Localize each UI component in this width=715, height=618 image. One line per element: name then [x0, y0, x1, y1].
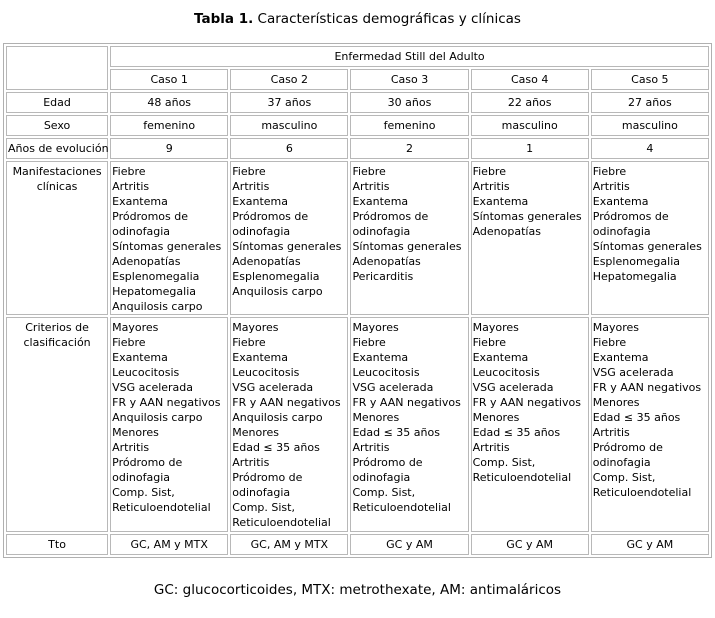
cell-line: odinofagia — [592, 225, 651, 238]
criterios-cell — [350, 317, 468, 532]
table-title-text: Características demográficas y clínicas — [257, 11, 521, 27]
criterios-cell — [110, 317, 228, 532]
cell-line: Fiebre — [232, 165, 266, 178]
row-label-line: Manifestaciones — [12, 165, 102, 178]
tto-cell: GC, AM y MTX — [230, 534, 348, 555]
tto-cell: GC y AM — [471, 534, 589, 555]
row-label-line: clínicas — [36, 180, 78, 193]
case-header-row — [6, 69, 709, 90]
cell-line: Exantema — [352, 351, 409, 364]
cell-line: Hepatomegalia — [112, 285, 196, 298]
cell-line: Reticuloendotelial — [112, 501, 211, 514]
manifestaciones-cell — [350, 161, 468, 315]
cell-line: Pródromos de — [232, 210, 309, 223]
cell-line: Síntomas generales — [472, 210, 582, 223]
cell-line: Artritis — [112, 180, 150, 193]
cell-line: Pródromos de — [352, 210, 429, 223]
cell-line: Menores — [232, 426, 280, 439]
evolucion-cell: 9 — [110, 138, 228, 159]
cell-line: Leucocitosis — [232, 366, 300, 379]
cell-line: Anquilosis carpo — [112, 300, 203, 313]
cell-line: odinofagia — [232, 225, 291, 238]
table-title-number: Tabla 1. — [194, 11, 254, 27]
cell-line: Mayores — [232, 321, 279, 334]
tto-row — [6, 534, 709, 555]
cell-line: Exantema — [232, 195, 288, 208]
manifestaciones-cell — [591, 161, 709, 315]
cell-line: Anquilosis carpo — [232, 285, 323, 298]
sexo-cell: femenino — [110, 115, 228, 136]
cell-line: Fiebre — [472, 336, 506, 349]
row-label-line: Criterios de — [25, 321, 89, 334]
cell-line: Mayores — [592, 321, 640, 334]
cell-line: Adenopatías — [472, 225, 541, 238]
criterios-cell — [471, 317, 589, 532]
row-label-edad: Edad — [6, 92, 108, 113]
cell-line: FR y AAN negativos — [232, 396, 341, 409]
cell-line: Fiebre — [232, 336, 266, 349]
cell-line: Leucocitosis — [352, 366, 420, 379]
cell-line: Adenopatías — [112, 255, 181, 268]
edad-cell: 48 años — [110, 92, 228, 113]
cell-line: VSG acelerada — [232, 381, 314, 394]
evolucion-cell: 2 — [350, 138, 468, 159]
cell-line: Esplenomegalia — [232, 270, 320, 283]
criterios-row — [6, 317, 709, 532]
cell-line: Artritis — [232, 180, 270, 193]
cell-line: Reticuloendotelial — [472, 471, 572, 484]
edad-cell: 27 años — [591, 92, 709, 113]
cell-line: Esplenomegalia — [112, 270, 200, 283]
cell-line: VSG acelerada — [592, 366, 674, 379]
cell-line: Pródromo de — [352, 456, 423, 469]
cell-line: Menores — [352, 411, 400, 424]
cell-line: Edad ≤ 35 años — [352, 426, 440, 439]
tto-cell: GC, AM y MTX — [110, 534, 228, 555]
cell-line: Comp. Sist, — [472, 456, 536, 469]
case-header: Caso 1 — [110, 69, 228, 90]
edad-row — [6, 92, 709, 113]
cell-line: Exantema — [472, 195, 529, 208]
cell-line: odinofagia — [592, 456, 651, 469]
case-header: Caso 3 — [350, 69, 468, 90]
cell-line: Mayores — [352, 321, 399, 334]
cell-line: Edad ≤ 35 años — [472, 426, 561, 439]
cell-line: Mayores — [112, 321, 159, 334]
cell-line: Exantema — [112, 195, 168, 208]
cell-line: FR y AAN negativos — [592, 381, 702, 394]
case-header: Caso 5 — [591, 69, 709, 90]
sexo-cell: masculino — [471, 115, 589, 136]
sexo-cell: masculino — [591, 115, 709, 136]
criterios-cell — [591, 317, 709, 532]
table-title — [0, 11, 715, 27]
evolucion-cell: 4 — [591, 138, 709, 159]
case-header: Caso 4 — [471, 69, 589, 90]
cell-line: Reticuloendotelial — [592, 486, 692, 499]
case-header: Caso 2 — [230, 69, 348, 90]
cell-line: Pródromos de — [112, 210, 188, 223]
cell-line: Artritis — [472, 441, 510, 454]
criterios-cell — [230, 317, 348, 532]
cell-line: odinofagia — [232, 486, 291, 499]
manifestaciones-cell — [230, 161, 348, 315]
cell-line: Edad ≤ 35 años — [232, 441, 320, 454]
evolucion-cell: 6 — [230, 138, 348, 159]
cell-line: Pródromo de — [592, 441, 663, 454]
row-label-criterios — [6, 317, 108, 532]
cell-line: Artritis — [352, 180, 390, 193]
cell-line: Menores — [592, 396, 640, 409]
cell-line: Comp. Sist, — [112, 486, 175, 499]
cell-line: Pericarditis — [352, 270, 414, 283]
sexo-cell: femenino — [350, 115, 468, 136]
footnote: GC: glucocorticoides, MTX: metrothexate, AM: antimaláricos — [153, 582, 562, 598]
cell-line: Artritis — [232, 456, 270, 469]
cell-line: Comp. Sist, — [352, 486, 416, 499]
cell-line: Comp. Sist, — [232, 501, 295, 514]
cell-line: Exantema — [592, 351, 649, 364]
cell-line: FR y AAN negativos — [352, 396, 461, 409]
cell-line: Anquilosis carpo — [232, 411, 323, 424]
cell-line: Fiebre — [112, 165, 146, 178]
demographics-table — [3, 43, 712, 558]
cell-line: Artritis — [592, 426, 630, 439]
edad-cell: 22 años — [471, 92, 589, 113]
row-label-line: clasificación — [23, 336, 91, 349]
cell-line: Comp. Sist, — [592, 471, 656, 484]
cell-line: Exantema — [472, 351, 529, 364]
row-label-sexo: Sexo — [6, 115, 108, 136]
cell-line: VSG acelerada — [472, 381, 554, 394]
group-header: Enfermedad Still del Adulto — [110, 46, 709, 67]
cell-line: Síntomas generales — [112, 240, 222, 253]
cell-line: Fiebre — [592, 336, 627, 349]
cell-line: Anquilosis carpo — [112, 411, 203, 424]
evolucion-cell: 1 — [471, 138, 589, 159]
cell-line: Menores — [112, 426, 159, 439]
cell-line: Artritis — [472, 180, 510, 193]
cell-line: Menores — [472, 411, 520, 424]
cell-line: Síntomas generales — [232, 240, 342, 253]
row-label-evolucion: Años de evolución — [6, 138, 108, 159]
sexo-row — [6, 115, 709, 136]
cell-line: Fiebre — [352, 165, 386, 178]
cell-line: Pródromo de — [112, 456, 183, 469]
manifestaciones-cell — [110, 161, 228, 315]
cell-line: Fiebre — [112, 336, 146, 349]
cell-line: Artritis — [592, 180, 630, 193]
manifestaciones-row — [6, 161, 709, 315]
tto-cell: GC y AM — [350, 534, 468, 555]
sexo-cell: masculino — [230, 115, 348, 136]
tto-cell: GC y AM — [591, 534, 709, 555]
cell-line: Exantema — [592, 195, 649, 208]
cell-line: Fiebre — [592, 165, 627, 178]
cell-line: Artritis — [352, 441, 390, 454]
cell-line: Exantema — [112, 351, 168, 364]
cell-line: Fiebre — [352, 336, 386, 349]
cell-line: VSG acelerada — [112, 381, 194, 394]
evolucion-row — [6, 138, 709, 159]
cell-line: Exantema — [352, 195, 409, 208]
cell-line: Esplenomegalia — [592, 255, 680, 268]
row-label-manifestaciones — [6, 161, 108, 315]
cell-line: Exantema — [232, 351, 288, 364]
cell-line: odinofagia — [352, 225, 411, 238]
cell-line: Edad ≤ 35 años — [592, 411, 681, 424]
cell-line: Fiebre — [472, 165, 506, 178]
cell-line: Leucocitosis — [112, 366, 180, 379]
cell-line: Pródromos de — [592, 210, 669, 223]
cell-line: Hepatomegalia — [592, 270, 677, 283]
cell-line: odinofagia — [112, 225, 170, 238]
cell-line: Adenopatías — [232, 255, 301, 268]
cell-line: Leucocitosis — [472, 366, 540, 379]
cell-line: FR y AAN negativos — [472, 396, 581, 409]
cell-line: Síntomas generales — [592, 240, 702, 253]
cell-line: Artritis — [112, 441, 150, 454]
edad-cell: 30 años — [350, 92, 468, 113]
cell-line: Reticuloendotelial — [352, 501, 451, 514]
cell-line: Reticuloendotelial — [232, 516, 331, 529]
cell-line: Síntomas generales — [352, 240, 462, 253]
edad-cell: 37 años — [230, 92, 348, 113]
cell-line: VSG acelerada — [352, 381, 434, 394]
cell-line: odinofagia — [352, 471, 411, 484]
corner-cell — [6, 46, 108, 90]
cell-line: Mayores — [472, 321, 519, 334]
cell-line: FR y AAN negativos — [112, 396, 221, 409]
cell-line: Pródromo de — [232, 471, 303, 484]
row-label-tto: Tto — [6, 534, 108, 555]
manifestaciones-cell — [471, 161, 589, 315]
cell-line: odinofagia — [112, 471, 170, 484]
cell-line: Adenopatías — [352, 255, 421, 268]
